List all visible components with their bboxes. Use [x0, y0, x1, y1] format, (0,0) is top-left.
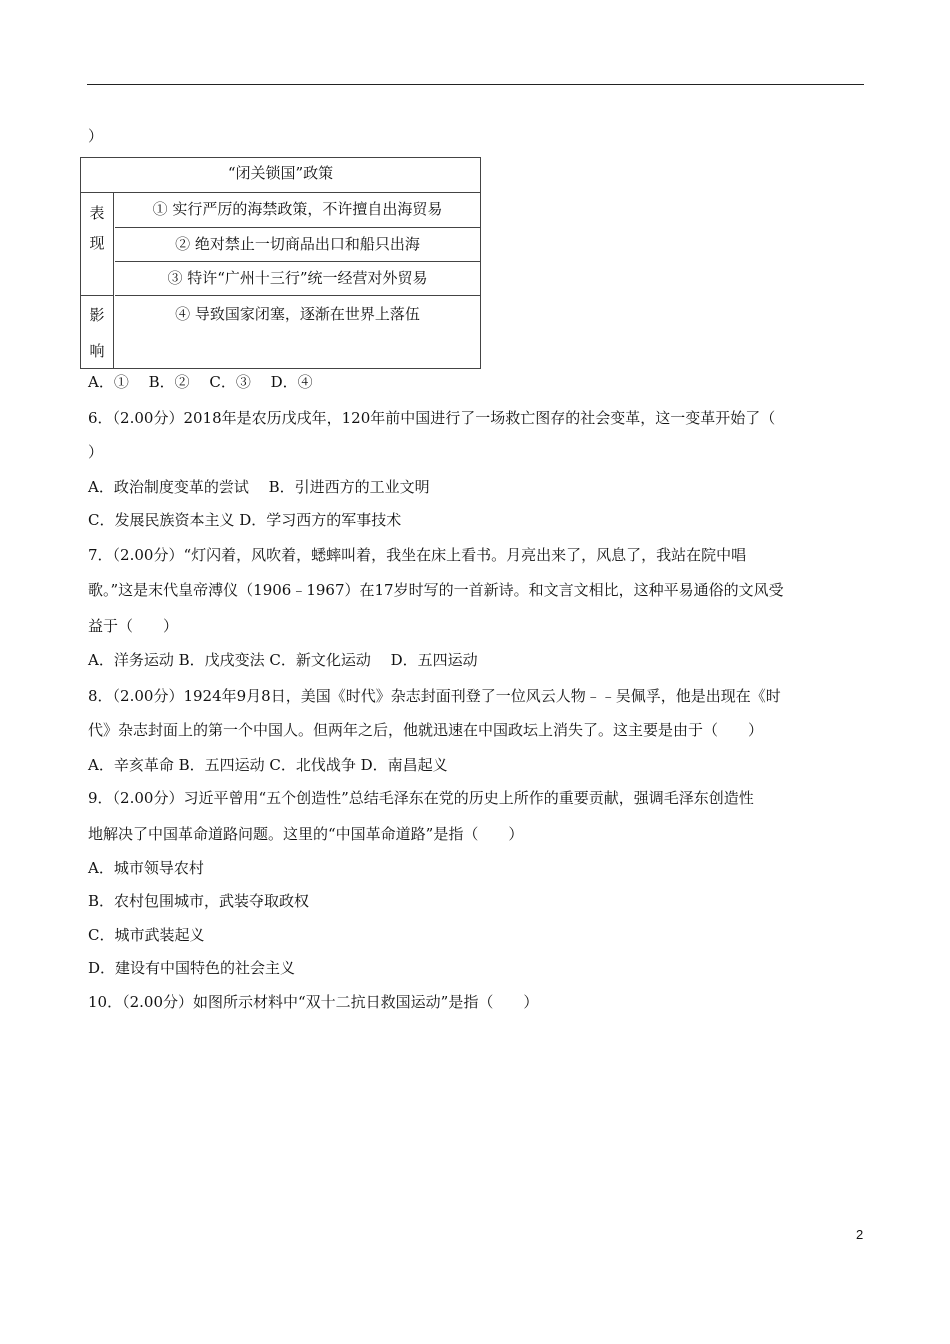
page-number: 2 — [856, 1227, 864, 1242]
table-row: ③ 特许“广州十三行”统一经营对外贸易 — [115, 262, 480, 296]
q8-stem-line-1: 8．（2.00分）1924年9月8日，美国《时代》杂志封面刊登了一位风云人物﹣﹣吴佩孚，他是出现在《时 — [88, 687, 781, 705]
label-impact — [81, 296, 114, 368]
previous-question-tail: ） — [88, 127, 104, 145]
q9-stem-line-1: 9．（2.00分）习近平曾用“五个创造性”总结毛泽东在党的历史上所作的重要贡献，强调毛泽东创造性 — [88, 789, 754, 807]
q7-stem-line-2: 歌。”这是末代皇帝溥仪（1906﹣1967）在17岁时写的一首新诗。和文言文相比，这种平易通俗的文风受 — [88, 581, 784, 599]
q6-stem-line-2: ） — [88, 443, 104, 461]
table-row: ① 实行严厉的海禁政策，不许擅自出海贸易 — [115, 192, 480, 228]
q8-stem-line-2: 代》杂志封面上的第一个中国人。但两年之后，他就迅速在中国政坛上消失了。这主要是由于（ ） — [88, 721, 764, 739]
table-row: ④ 导致国家闭塞，逐渐在世界上落伍 — [175, 305, 420, 323]
label-performance-char-1: 表 — [89, 204, 105, 222]
q7-stem-line-3: 益于（ ） — [88, 617, 179, 635]
q6-option-line-2: C．发展民族资本主义 D．学习西方的军事技术 — [88, 511, 402, 529]
q5-options: A．① B．② C．③ D．④ — [88, 373, 313, 391]
q10-stem-line-1: 10．（2.00分）如图所示材料中“双十二抗日救国运动”是指（ ） — [88, 993, 539, 1011]
q6-stem-line-1: 6．（2.00分）2018年是农历戊戌年，120年前中国进行了一场救亡图存的社会变革，这一变革开始了（ — [88, 409, 776, 427]
table-row: ② 绝对禁止一切商品出口和船只出海 — [115, 228, 480, 262]
label-performance-char-2: 现 — [89, 234, 105, 252]
q9-stem-line-2: 地解决了中国革命道路问题。这里的“中国革命道路”是指（ ） — [88, 825, 524, 843]
q7-stem-line-1: 7．（2.00分）“灯闪着，风吹着，蟋蟀叫着，我坐在床上看书。月亮出来了，风息了，我站在院中唱 — [88, 546, 747, 564]
label-performance — [81, 192, 114, 296]
q7-option-line-1: A．洋务运动 B．戊戌变法 C．新文化运动 D．五四运动 — [88, 651, 478, 669]
policy-table-title: “闭关锁国”政策 — [81, 158, 480, 193]
q9-option-line-4: D．建设有中国特色的社会主义 — [88, 959, 296, 977]
q9-option-line-1: A．城市领导农村 — [88, 859, 204, 877]
label-impact-char-2: 响 — [89, 342, 105, 360]
q9-option-line-2: B．农村包围城市，武装夺取政权 — [88, 892, 310, 910]
q9-option-line-3: C．城市武装起义 — [88, 926, 205, 944]
q8-option-line-1: A．辛亥革命 B．五四运动 C．北伐战争 D．南昌起义 — [88, 756, 448, 774]
policy-table — [80, 157, 481, 369]
header-rule — [87, 84, 864, 85]
label-impact-char-1: 影 — [89, 306, 105, 324]
q6-option-line-1: A．政治制度变革的尝试 B．引进西方的工业文明 — [88, 478, 430, 496]
